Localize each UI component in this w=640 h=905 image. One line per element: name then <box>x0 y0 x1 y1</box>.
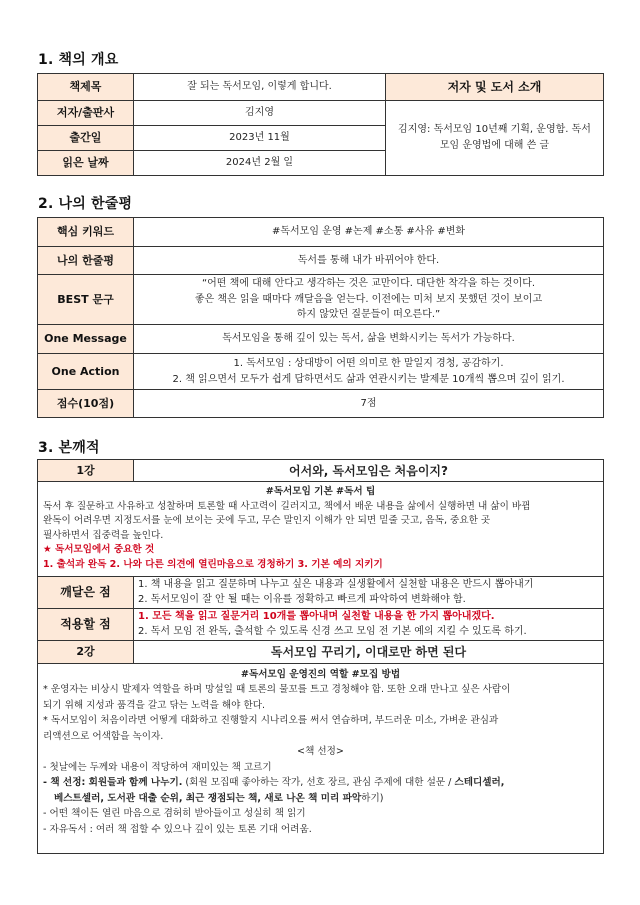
ch1-body-line: 필사하면서 집중력을 높인다. <box>43 529 164 541</box>
intro-text: 김지영: 독서모임 10년째 기획, 운영함. 독서모임 운영법에 대해 쓴 글 <box>386 101 604 176</box>
oneline-label: 나의 한줄평 <box>38 247 134 275</box>
score-label: 점수(10점) <box>38 390 134 418</box>
score-value: 7점 <box>134 390 604 418</box>
realize-line: 1. 책 내용을 읽고 질문하며 나누고 싶은 내용과 실생활에서 실천할 내용은 반드시 뽑아내기 <box>138 579 534 591</box>
selection-item-2-cont-bold: 베스트셀러, 도서관 대출 순위, 최근 쟁점되는 책, 새로 나온 책 미리 파악 <box>54 792 362 804</box>
selection-item-2-rest: (회원 모집때 좋아하는 작가, 선호 장르, 관심 주제에 대한 설문 / <box>182 777 455 789</box>
selection-item-1: - 첫날에는 두께와 내용이 적당하여 재미있는 책 고르기 <box>43 761 272 773</box>
ch1-subtitle: #독서모임 기본 #독서 팁 <box>265 486 376 497</box>
ch1-body-line: 독서 후 질문하고 사유하고 성찰하며 토론할 때 사고력이 길러지고, 책에서 배운 내용을 삶에서 실행하면 내 삶이 바뀜 <box>43 500 531 512</box>
section1-heading: 1. 책의 개요 <box>38 52 119 68</box>
author-label: 저자/출판사 <box>38 101 134 126</box>
realize-label: 깨달은 점 <box>38 576 134 608</box>
realize-line: 2. 독서모임이 잘 안 될 때는 이유를 정확하고 빠르게 파악하여 변화해야 함. <box>138 594 466 606</box>
action-line: 1. 독서모임 : 상대방이 어떤 의미로 한 말일지 경청, 공감하기. <box>233 357 504 369</box>
pubdate-label: 출간일 <box>38 126 134 151</box>
ch1-important: ★ 독서모임에서 중요한 것 <box>43 544 155 556</box>
section2-heading: 2. 나의 한줄평 <box>38 196 133 212</box>
best-quote <box>134 275 604 325</box>
readdate-value: 2024년 2월 일 <box>134 151 386 176</box>
ch2-title: 독서모임 꾸리기, 이대로만 하면 된다 <box>134 640 604 663</box>
message-value: 독서모임을 통해 깊이 있는 독서, 삶을 변화시키는 독서가 가능하다. <box>134 325 604 354</box>
selection-item-4: - 자유독서 : 여러 책 접할 수 있으나 깊이 있는 토론 기대 어려움. <box>43 823 312 835</box>
review-table <box>37 217 604 418</box>
apply-label: 적용할 점 <box>38 608 134 640</box>
keywords-label: 핵심 키워드 <box>38 218 134 247</box>
selection-item-2-cont-rest: 하기) <box>361 792 384 804</box>
selection-item-3: - 어떤 책이든 열린 마음으로 겸허히 받아들이고 성실히 책 읽기 <box>43 808 306 820</box>
section3-heading: 3. 본깨적 <box>38 440 100 456</box>
selection-item-2-cont <box>43 791 598 807</box>
readdate-label: 읽은 날짜 <box>38 151 134 176</box>
ch1-important-items: 1. 출석과 완독 2. 나와 다른 의견에 열린마음으로 경청하기 3. 기본 예의 지키기 <box>43 558 383 570</box>
title-value: 잘 되는 독서모임, 이렇게 합니다. <box>134 74 386 101</box>
ch2-subtitle: #독서모임 운영진의 역할 #모집 방법 <box>240 668 401 680</box>
selection-title: <책 선정> <box>297 746 344 758</box>
best-line: 좋은 책은 읽을 때마다 깨달음을 얻는다. 이전에는 미처 보지 못했던 것이 보이고 <box>194 293 543 305</box>
ch1-title: 어서와, 독서모임은 처음이지? <box>134 460 604 482</box>
apply-line: 1. 모든 책을 읽고 질문거리 10개를 뽑아내며 실천할 내용을 한 가지 뽑아내겠다. <box>138 611 495 623</box>
ch2-body <box>38 663 604 853</box>
apply-value <box>134 608 604 640</box>
best-line: 하지 않았던 질문들이 떠오른다.” <box>296 309 441 321</box>
intro-header: 저자 및 도서 소개 <box>386 74 604 101</box>
bonkkaejeok-table <box>37 459 604 854</box>
selection-item-2-bold2: 스테디셀러, <box>454 777 505 789</box>
book-overview-table <box>37 73 604 176</box>
ch2-para1-line: * 운영자는 비상시 발제자 역할을 하며 망설일 때 토론의 물꼬를 트고 경청해야 함. 또한 오래 만나고 싶은 사람이 <box>43 684 511 696</box>
oneline-value: 독서를 통해 내가 바뀌어야 한다. <box>134 247 604 275</box>
ch2-para1-line: 되기 위해 지성과 품격을 갈고 닦는 노력을 해야 한다. <box>43 699 266 711</box>
message-label: One Message <box>38 325 134 354</box>
realize-value <box>134 576 604 608</box>
keywords-value: #독서모임 운영 #논제 #소통 #사유 #변화 <box>134 218 604 247</box>
pubdate-value: 2023년 11월 <box>134 126 386 151</box>
selection-item-2 <box>43 775 598 791</box>
ch1-body-line: 완독이 어려우면 지정도서를 눈에 보이는 곳에 두고, 무슨 말인지 이해가 안 되면 밑줄 긋고, 음독, 중요한 곳 <box>43 515 491 527</box>
ch2-para2-line: 리액션으로 어색함을 녹이자. <box>43 730 164 742</box>
title-label: 책제목 <box>38 74 134 101</box>
action-line: 2. 책 읽으면서 모두가 쉽게 답하면서도 삶과 연관시키는 발제문 10개씩 뽑으며 깊이 읽기. <box>172 373 565 385</box>
best-label: BEST 문구 <box>38 275 134 325</box>
author-value: 김지영 <box>134 101 386 126</box>
ch1-body <box>38 482 604 577</box>
best-line: “어떤 책에 대해 안다고 생각하는 것은 교만이다. 대단한 착각을 하는 것이다. <box>201 278 536 290</box>
ch2-para2-line: * 독서모임이 처음이라면 어떻게 대화하고 진행할지 시나리오를 써서 연습하며, 부드러운 미소, 가벼운 관심과 <box>43 715 499 727</box>
action-value <box>134 354 604 390</box>
selection-item-2-bold: - 책 선정: 회원들과 함께 나누기. <box>43 777 183 789</box>
ch2-label: 2강 <box>38 640 134 663</box>
action-label: One Action <box>38 354 134 390</box>
apply-line: 2. 독서 모임 전 완독, 출석할 수 있도록 신경 쓰고 모임 전 기본 예의 지킬 수 있도록 하기. <box>138 626 527 638</box>
ch1-label: 1강 <box>38 460 134 482</box>
